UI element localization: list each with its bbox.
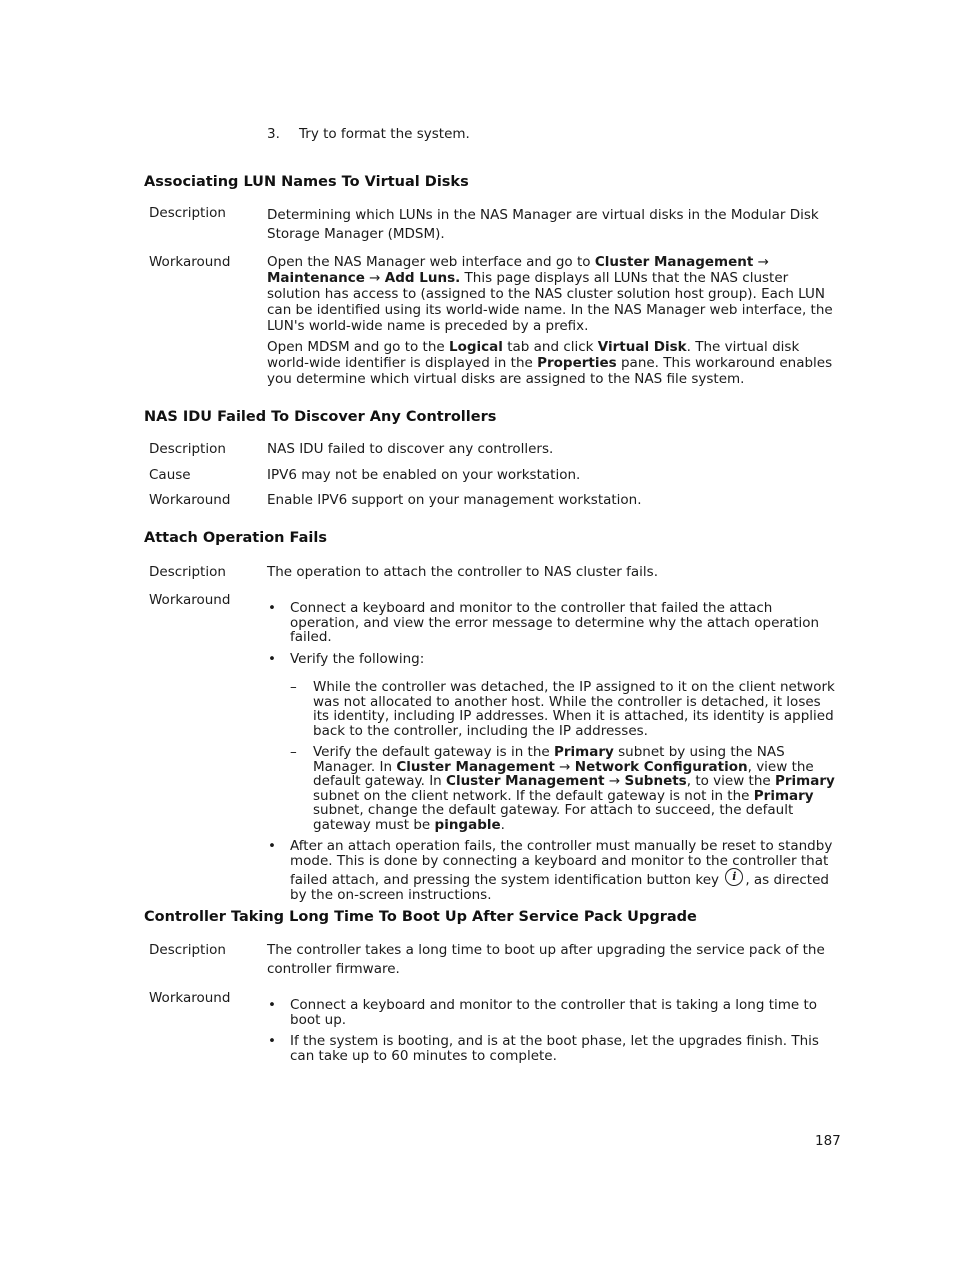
workaround-paragraph-1: Open the NAS Manager web interface and go to Cluster Management → Maintenance → Add Luns. This page displays all LUNs that the NAS cluster solution has access to (assigned to the NAS cluster solution host group). Each LUN can be identified using its world-wide name. In the NAS Manager web interface, the LUN's world-wide name is preceded by a prefix.: [267, 254, 833, 334]
description-label: Description: [149, 942, 226, 958]
ui-path-term: Maintenance: [267, 270, 365, 286]
workaround-label: Workaround: [149, 990, 231, 1006]
description-text: Determining which LUNs in the NAS Manager are virtual disks in the Modular Disk Storage Manager (MDSM).: [267, 207, 819, 242]
identification-button-icon: i: [725, 868, 743, 886]
description-text: The operation to attach the controller to NAS cluster fails.: [267, 564, 658, 580]
description-label: Description: [149, 441, 226, 457]
sub-list: [290, 680, 837, 832]
list-item: • Verify the following: – While the controller was detached, the IP assigned to it on the client network was not allocated to another host. While the controller is detached, it loses its identity, including IP addresses. When it is attached, its identity is applied back to the controller, including the IP addresses. – Verify the default gateway is in the Primary subnet by using the NAS Manager. In Cluster Management → Network Configuration, view the default gateway. In Cluster Management → Subnets, to view the Primary subnet on the client network. If the default gateway is not in the Primary subnet, change the default gateway. For attach to succeed, the default gateway must be pingable.: [267, 652, 837, 833]
ui-term: Logical: [449, 339, 503, 355]
page-number: 187: [815, 1133, 841, 1149]
description-text: NAS IDU failed to discover any controllers.: [267, 441, 554, 457]
workaround-list: [267, 601, 837, 902]
ui-path-term: Cluster Management: [594, 254, 754, 270]
section-heading-nas-idu: NAS IDU Failed To Discover Any Controllers: [144, 409, 497, 425]
list-item: • Connect a keyboard and monitor to the controller that is taking a long time to boot up.: [267, 998, 837, 1027]
sub-list-item: – While the controller was detached, the IP assigned to it on the client network was not allocated to another host. While the controller is detached, it loses its identity, including IP addresses. When it is attached, its identity is applied back to the controller, including the IP addresses.: [290, 680, 837, 738]
cause-text: IPV6 may not be enabled on your workstation.: [267, 467, 581, 483]
description-text: The controller takes a long time to boot up after upgrading the service pack of the controller firmware.: [267, 942, 825, 977]
workaround-label: Workaround: [149, 492, 231, 508]
workaround-label: Workaround: [149, 254, 231, 270]
cause-label: Cause: [149, 467, 191, 483]
list-item: • Connect a keyboard and monitor to the controller that failed the attach operation, and view the error message to determine why the attach operation failed.: [267, 601, 837, 645]
list-item: • After an attach operation fails, the controller must manually be reset to standby mode. This is done by connecting a keyboard and monitor to the controller that failed attach, and pressing the system identification button key i , as directed by the on-screen instructions.: [267, 839, 837, 902]
description-label: Description: [149, 564, 226, 580]
ui-term: Properties: [537, 355, 617, 371]
step-text: Try to format the system.: [299, 126, 470, 142]
workaround-text: Enable IPV6 support on your management workstation.: [267, 492, 642, 508]
ui-path-term: Add Luns.: [384, 270, 461, 286]
description-label: Description: [149, 205, 226, 221]
numbered-step: [267, 126, 470, 142]
workaround-paragraph-2: Open MDSM and go to the Logical tab and click Virtual Disk. The virtual disk world-wide identifier is displayed in the Properties pane. This workaround enables you determine which virtual disks are assigned to the NAS file system.: [267, 339, 833, 387]
step-number: 3.: [267, 126, 280, 142]
list-item: • If the system is booting, and is at the boot phase, let the upgrades finish. This can take up to 60 minutes to complete.: [267, 1034, 837, 1063]
section-heading-lun-names: Associating LUN Names To Virtual Disks: [144, 174, 469, 190]
workaround-list: [267, 998, 837, 1063]
ui-term: Virtual Disk: [597, 339, 687, 355]
sub-list-item: – Verify the default gateway is in the Primary subnet by using the NAS Manager. In Cluster Management → Network Configuration, view the default gateway. In Cluster Management → Subnets, to view the Primary subnet on the client network. If the default gateway is not in the Primary subnet, change the default gateway. For attach to succeed, the default gateway must be pingable.: [290, 745, 837, 832]
section-heading-attach-operation: Attach Operation Fails: [144, 530, 327, 546]
workaround-label: Workaround: [149, 592, 231, 608]
section-heading-controller-boot: Controller Taking Long Time To Boot Up After Service Pack Upgrade: [144, 909, 697, 925]
